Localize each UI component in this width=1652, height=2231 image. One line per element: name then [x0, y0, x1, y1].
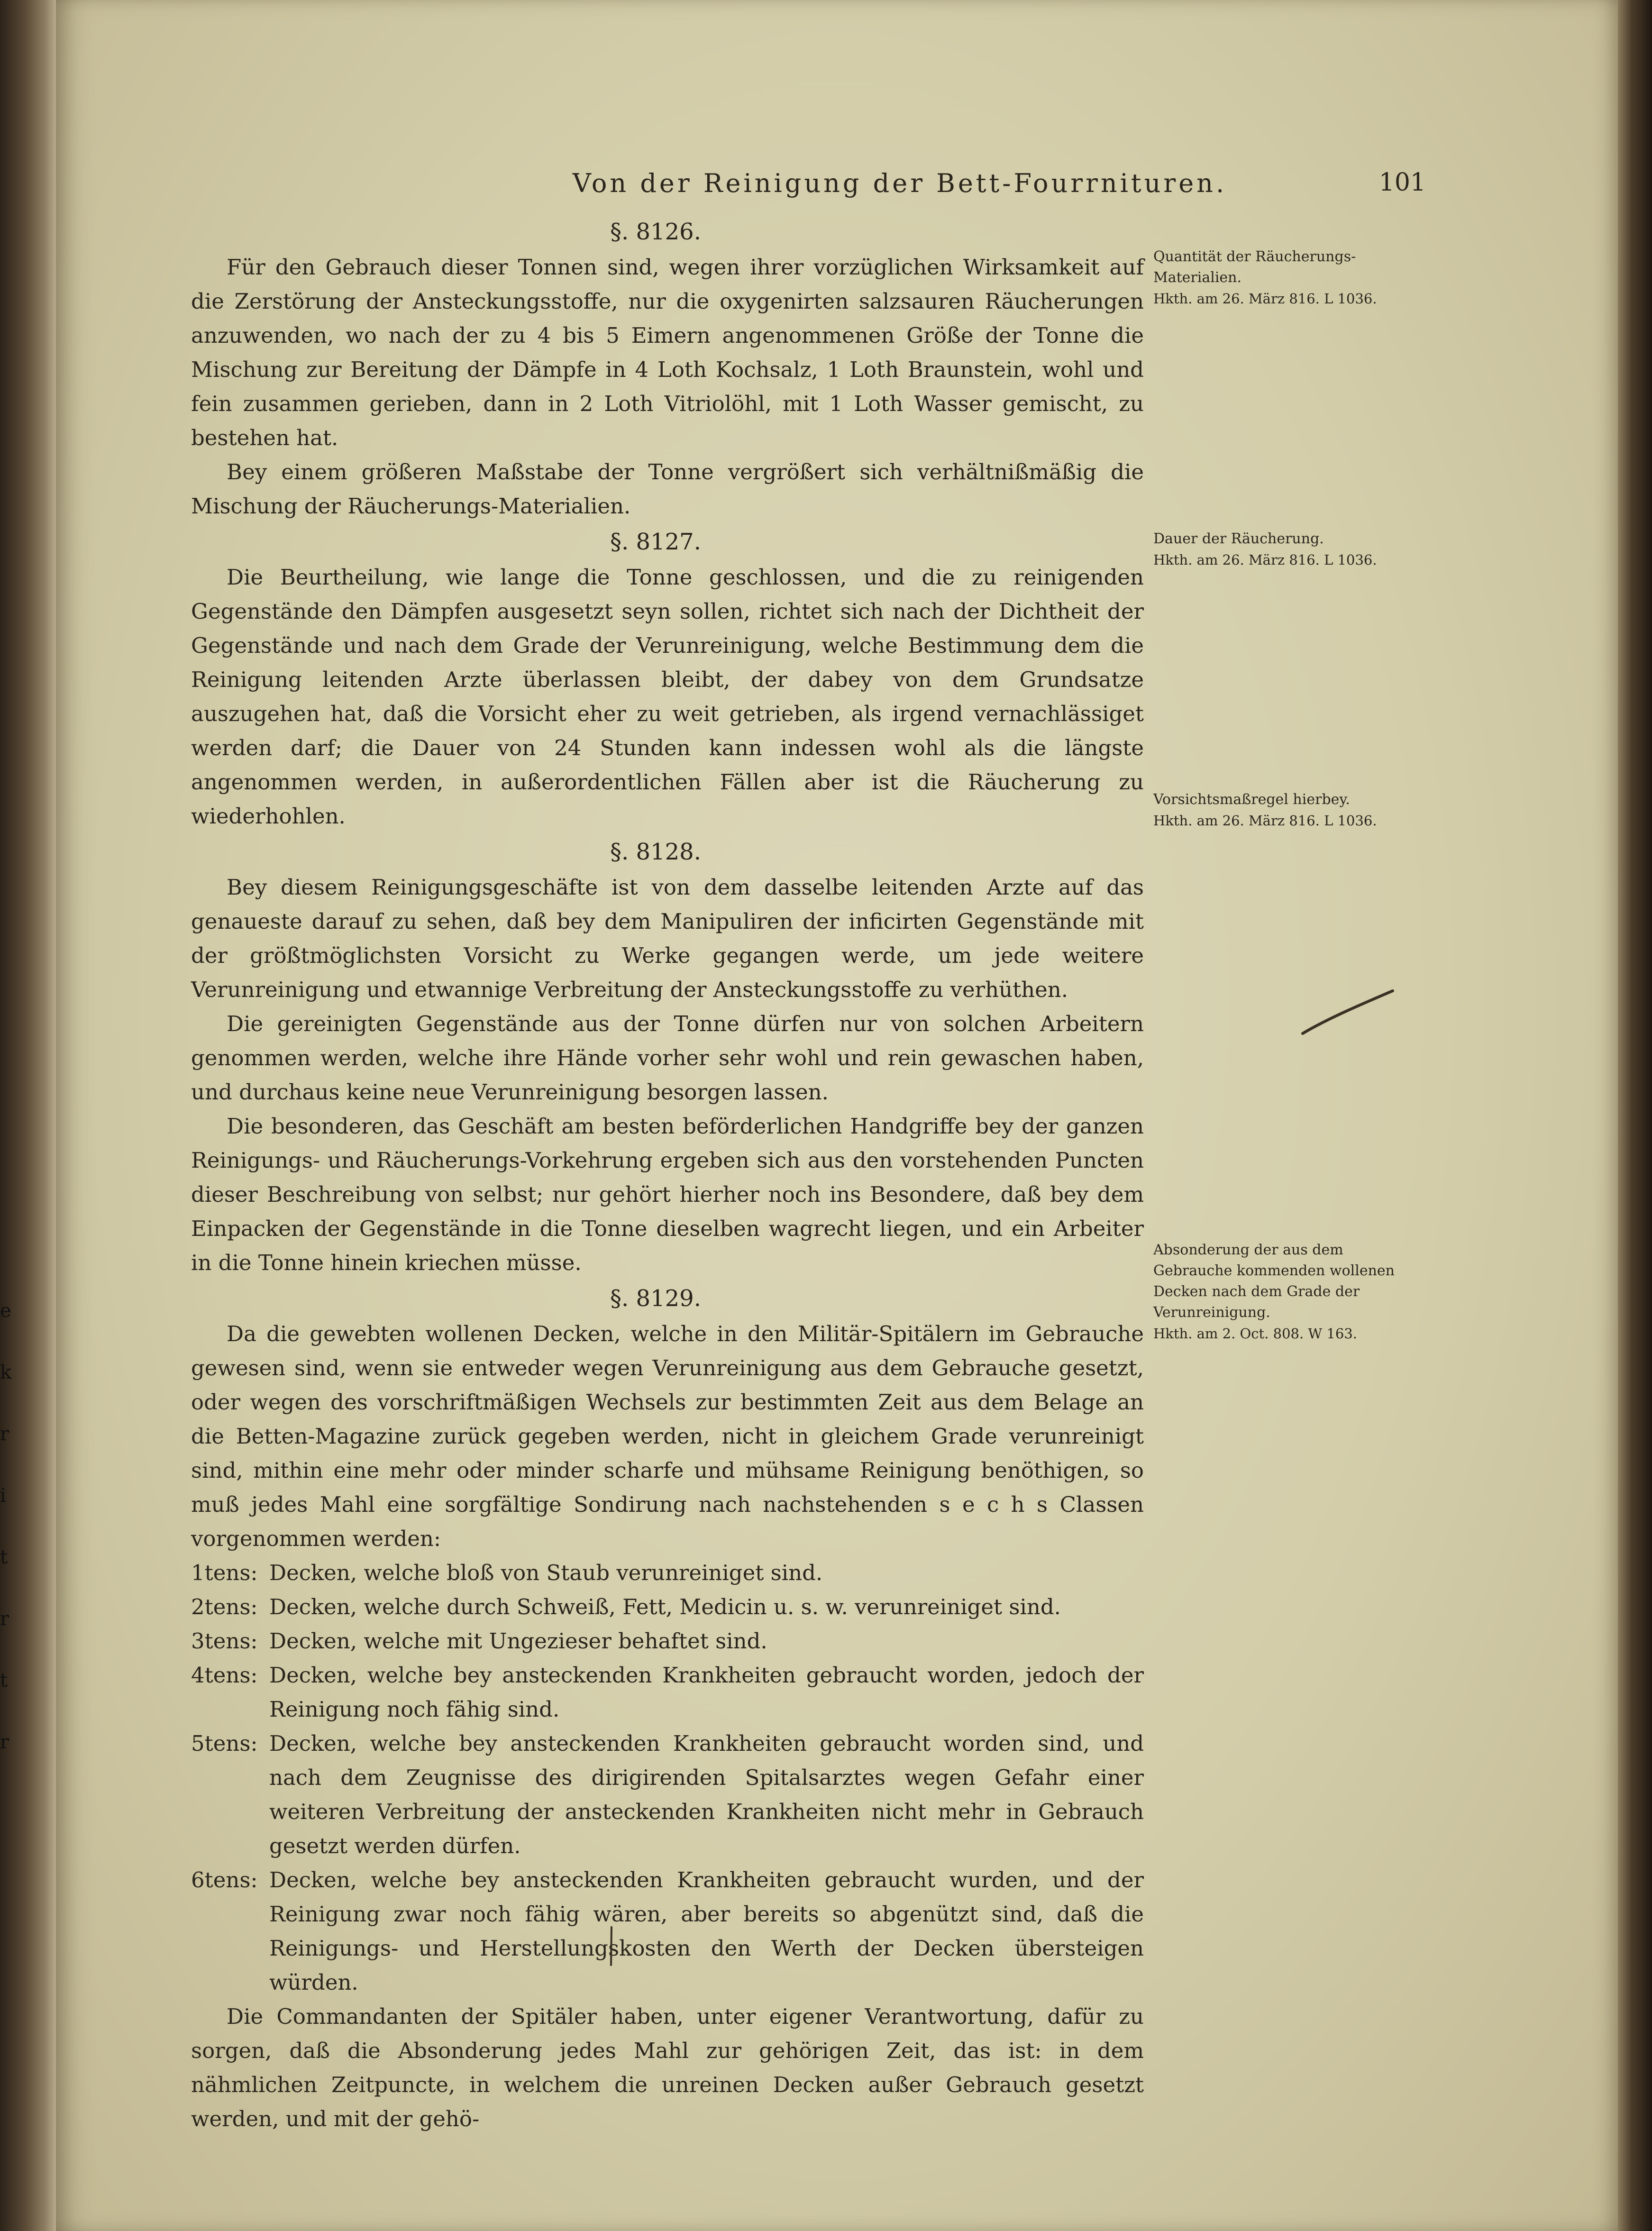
- list-number: 5tens:: [191, 1731, 258, 1756]
- margin-note-precaution: [1153, 789, 1409, 831]
- margin-note-title: Dauer der Räucherung.: [1153, 530, 1324, 547]
- edge-glyph: t: [0, 1670, 8, 1692]
- section-heading-8127: §. 8127.: [610, 529, 701, 555]
- pen-stroke-mark: [1298, 986, 1397, 1038]
- list-text: Decken, welche durch Schweiß, Fett, Medicin u. s. w. verunreiniget sind.: [269, 1594, 1061, 1619]
- edge-glyph: r: [0, 1423, 9, 1445]
- list-text: Decken, welche bey ansteckenden Krankheiten gebraucht wurden, und der Reinigung zwar noch fähig wären, aber bereits so abgenützt sind, daß die Reinigungs- und Herstellungskosten den Werth der Decken übersteigen würden.: [269, 1867, 1144, 1995]
- class-list-item: [191, 1658, 1144, 1727]
- paragraph: Die Beurtheilung, wie lange die Tonne geschlossen, und die zu reinigenden Gegenstände den Dämpfen ausgesetzt seyn sollen, richtet sich nach der Dichtheit der Gegenstände und nach dem Grade der Verunreinigung, welche Bestimmung dem die Reinigung leitenden Arzte überlassen bleibt, der dabey von dem Grundsatze auszugehen hat, daß die Vorsicht eher zu weit getrieben, als irgend vernachlässiget werden darf; die Dauer von 24 Stunden kann indessen wohl als die längste angenommen werden, in außerordentlichen Fällen aber ist die Räucherung zu wiederhohlen.: [191, 565, 1144, 829]
- main-text-column: [191, 213, 1144, 2136]
- list-text: Decken, welche bloß von Staub verunreiniget sind.: [269, 1560, 823, 1585]
- list-text: Decken, welche mit Ungezieser behaftet sind.: [269, 1628, 767, 1654]
- margin-note-separation: [1153, 1240, 1409, 1344]
- class-list-item: [191, 1556, 1144, 1590]
- margin-note-quantity: [1153, 247, 1409, 309]
- book-page: [56, 0, 1618, 2231]
- edge-glyph: t: [0, 1546, 8, 1568]
- section-heading-8129: §. 8129.: [610, 1285, 701, 1312]
- paragraph: Für den Gebrauch dieser Tonnen sind, wegen ihrer vorzüglichen Wirksamkeit auf die Zerstörung der Ansteckungsstoffe, nur die oxygenirten salzsauren Räucherungen anzuwenden, wo nach der zu 4 bis 5 Eimern angenommenen Größe der Tonne die Mischung zur Bereitung der Dämpfe in 4 Loth Kochsalz, 1 Loth Braunstein, wohl und fein zusammen gerieben, dann in 2 Loth Vitriolöhl, mit 1 Loth Wasser gemischt, zu bestehen hat.: [191, 255, 1144, 450]
- running-title: Von der Reinigung der Bett-Fourrnituren.: [572, 168, 1227, 198]
- margin-note-reference: Hkth. am 26. März 816. L 1036.: [1153, 291, 1377, 307]
- list-text: Decken, welche bey ansteckenden Krankheiten gebraucht worden, jedoch der Reinigung noch fähig sind.: [269, 1663, 1144, 1722]
- page-number: 101: [1378, 168, 1426, 197]
- list-number: 2tens:: [191, 1594, 258, 1619]
- class-list-item: [191, 1863, 1144, 2000]
- section-heading-8128: §. 8128.: [610, 839, 701, 865]
- paragraph: Bey diesem Reinigungsgeschäfte ist von dem dasselbe leitenden Arzte auf das genaueste darauf zu sehen, daß bey dem Manipuliren der inficirten Gegenstände mit der größtmöglichsten Vorsicht zu Werke gegangen werde, um jede weitere Verunreinigung und etwannige Verbreitung der Ansteckungsstoffe zu verhüthen.: [191, 875, 1144, 1002]
- list-number: 4tens:: [191, 1663, 258, 1688]
- list-text: Decken, welche bey ansteckenden Krankheiten gebraucht worden sind, und nach dem Zeugnisse des dirigirenden Spitalsarztes wegen Gefahr einer weiteren Verbreitung der ansteckenden Krankheiten nicht mehr in Gebrauch gesetzt werden dürfen.: [269, 1731, 1144, 1858]
- book-spine: [0, 0, 56, 2231]
- margin-note-duration: [1153, 529, 1409, 570]
- margin-note-title: Quantität der Räucherungs-Materialien.: [1153, 248, 1356, 286]
- paragraph: Die besonderen, das Geschäft am besten beförderlichen Handgriffe bey der ganzen Reinigungs- und Räucherungs-Vorkehrung ergeben sich aus den vorstehenden Puncten dieser Beschreibung von selbst; nur gehört hierher noch ins Besondere, daß bey dem Einpacken der Gegenstände in die Tonne dieselben wagrecht liegen, und ein Arbeiter in die Tonne hinein kriechen müsse.: [191, 1114, 1144, 1275]
- edge-glyph: e: [0, 1300, 11, 1322]
- edge-glyph: k: [0, 1362, 12, 1383]
- previous-page-glyphs: [0, 1280, 19, 1896]
- paragraph: Bey einem größeren Maßstabe der Tonne vergrößert sich verhältnißmäßig die Mischung der Räucherungs-Materialien.: [191, 459, 1144, 519]
- list-number: 6tens:: [191, 1867, 258, 1893]
- list-number: 1tens:: [191, 1560, 258, 1585]
- class-list-item: [191, 1590, 1144, 1624]
- paragraph: Da die gewebten wollenen Decken, welche in den Militär-Spitälern im Gebrauche gewesen sind, wenn sie entweder wegen Verunreinigung aus dem Gebrauche gesetzt, oder wegen des vorschriftmäßigen Wechsels zur bestimmten Zeit aus dem Belage an die Betten-Magazine zurück gegeben werden, nicht in gleichem Grade verunreinigt sind, mithin eine mehr oder minder scharfe und mühsame Reinigung benöthigen, so muß jedes Mahl eine sorgfältige Sondirung nach nachstehenden s e c h s Classen vorgenommen werden:: [191, 1321, 1144, 1551]
- paragraph: Die gereinigten Gegenstände aus der Tonne dürfen nur von solchen Arbeitern genommen werden, welche ihre Hände vorher sehr wohl und rein gewaschen haben, und durchaus keine neue Verunreinigung besorgen lassen.: [191, 1011, 1144, 1105]
- edge-glyph: i: [0, 1485, 6, 1507]
- page-edge-shadow: [1618, 0, 1652, 2231]
- section-heading-8126: §. 8126.: [610, 219, 701, 245]
- margin-note-reference: Hkth. am 2. Oct. 808. W 163.: [1153, 1326, 1358, 1342]
- pen-tick-mark: [608, 1925, 615, 1967]
- edge-glyph: r: [0, 1731, 9, 1753]
- paragraph: Die Commandanten der Spitäler haben, unter eigener Verantwortung, dafür zu sorgen, daß die Absonderung jedes Mahl zur gehörigen Zeit, das ist: in dem nähmlichen Zeitpuncte, in welchem die unreinen Decken außer Gebrauch gesetzt werden, und mit der gehö-: [191, 2004, 1144, 2131]
- margin-note-title: Vorsichtsmaßregel hierbey.: [1153, 791, 1350, 808]
- list-number: 3tens:: [191, 1628, 258, 1654]
- margin-note-reference: Hkth. am 26. März 816. L 1036.: [1153, 813, 1377, 829]
- edge-glyph: r: [0, 1608, 9, 1630]
- class-list-item: [191, 1624, 1144, 1658]
- class-list-item: [191, 1727, 1144, 1863]
- margin-note-reference: Hkth. am 26. März 816. L 1036.: [1153, 552, 1377, 568]
- margin-note-title: Absonderung der aus dem Gebrauche kommenden wollenen Decken nach dem Grade der Verunreinigung.: [1153, 1242, 1395, 1321]
